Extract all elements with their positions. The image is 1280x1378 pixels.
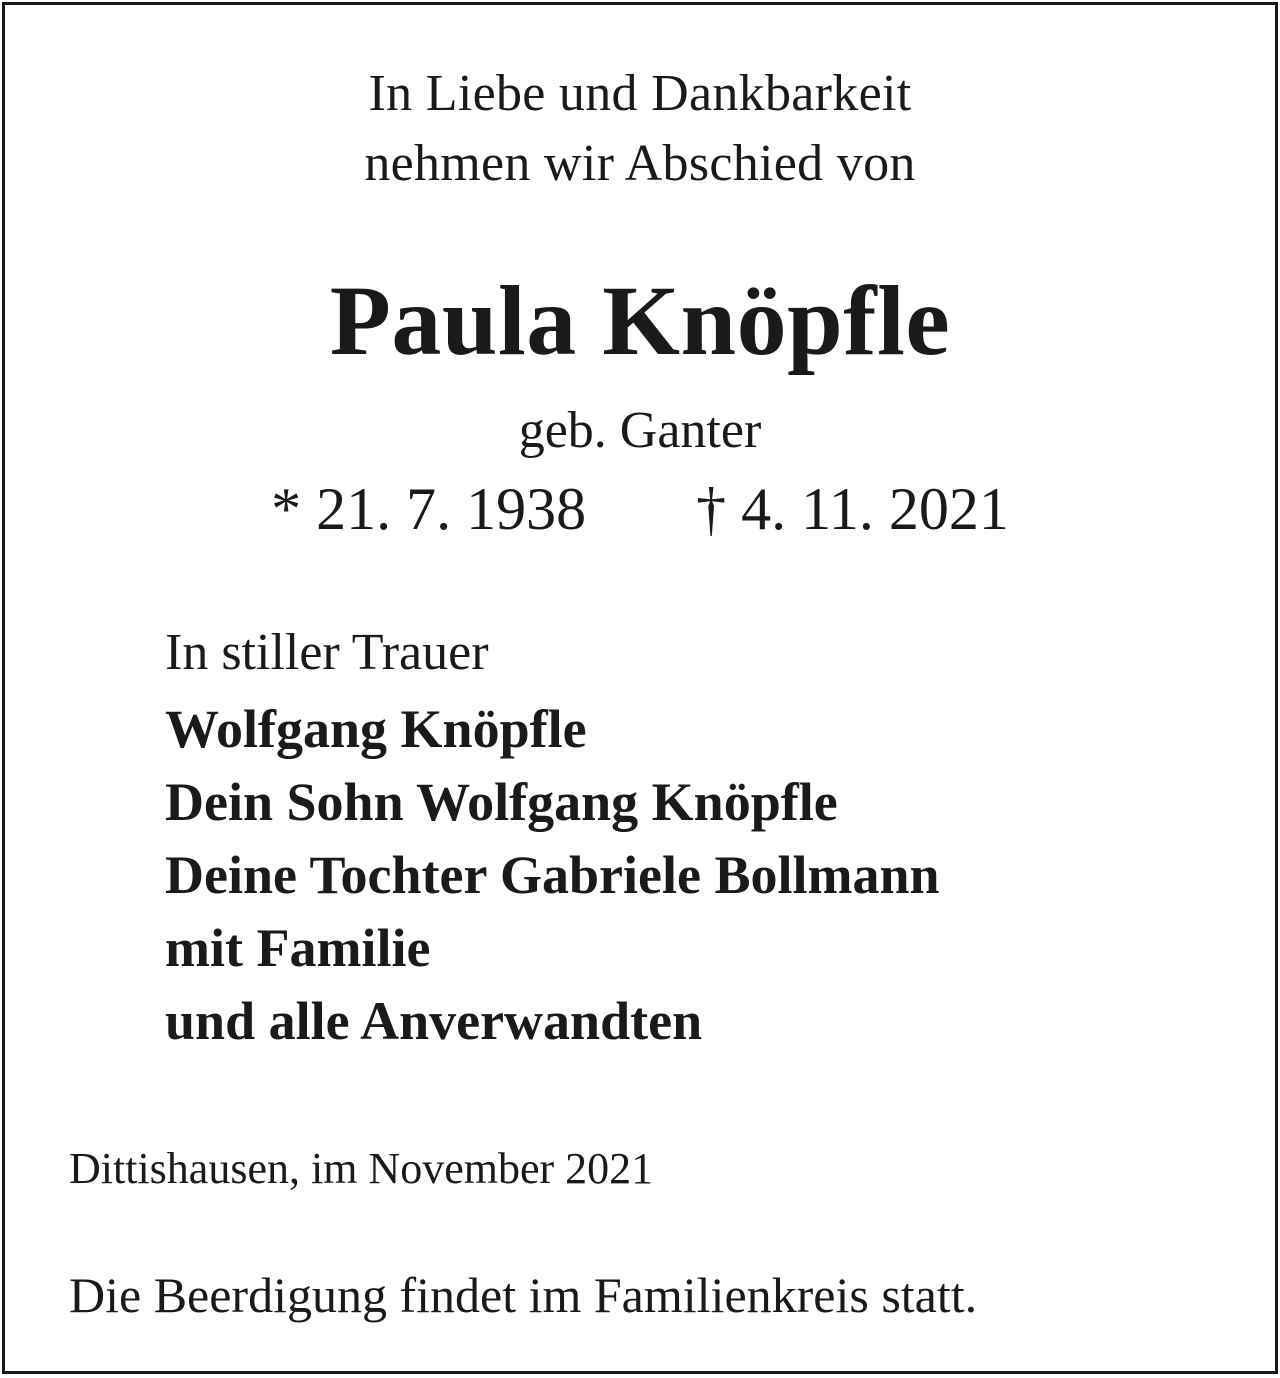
intro-line-2: nehmen wir Abschied von	[364, 135, 916, 192]
deceased-name: Paula Knöpfle	[329, 265, 951, 376]
obituary-notice	[2, 2, 1278, 1374]
place-and-date: Dittishausen, im November 2021	[69, 1144, 654, 1193]
mourner-line: Dein Sohn Wolfgang Knöpfle	[165, 772, 838, 832]
mourner-line: mit Familie	[165, 918, 431, 978]
funeral-note: Die Beerdigung findet im Familienkreis statt.	[69, 1267, 978, 1323]
life-dates	[5, 476, 1275, 542]
mourning-intro: In stiller Trauer	[165, 624, 489, 681]
intro-line-1: In Liebe und Dankbarkeit	[368, 65, 912, 122]
death-date: † 4. 11. 2021	[696, 476, 1009, 542]
birth-date: * 21. 7. 1938	[271, 476, 587, 542]
mourner-line: Deine Tochter Gabriele Bollmann	[165, 845, 940, 905]
mourner-line: Wolfgang Knöpfle	[165, 699, 587, 759]
mourner-line: und alle Anverwandten	[165, 991, 703, 1051]
birth-name: geb. Ganter	[518, 402, 762, 459]
